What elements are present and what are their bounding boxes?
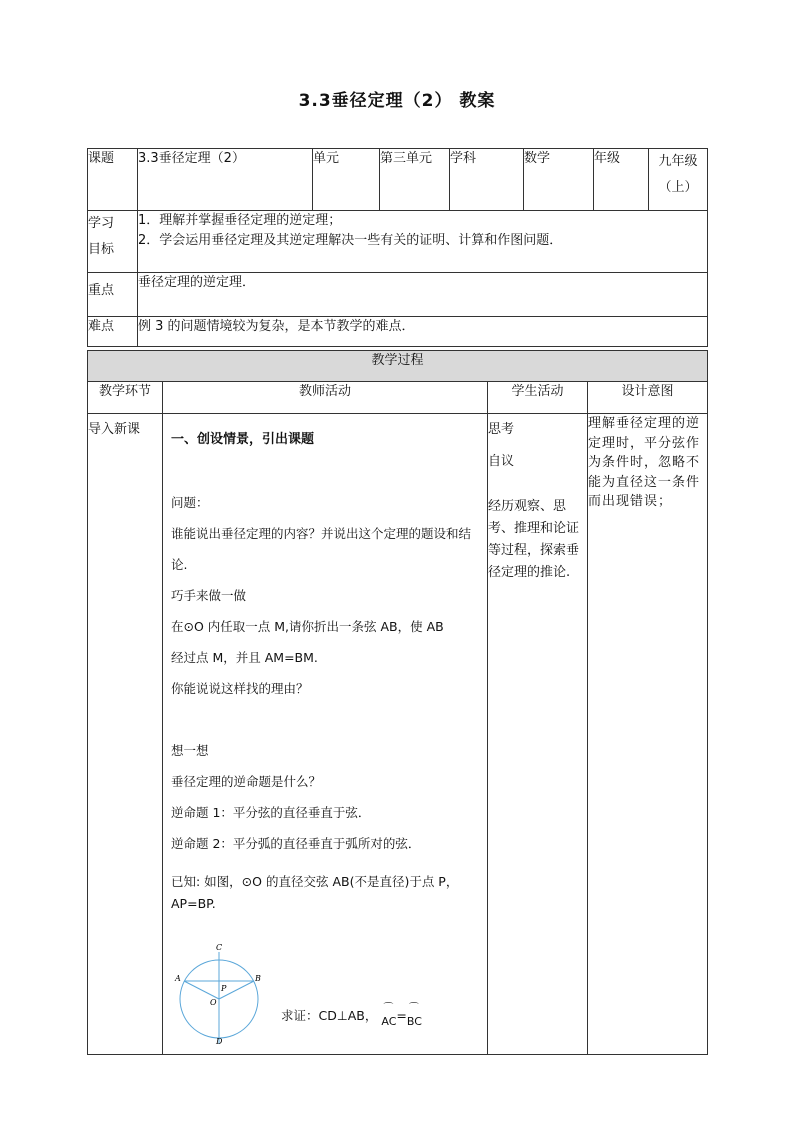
question-text: 谁能说出垂径定理的内容？并说出这个定理的题设和结论. bbox=[171, 526, 472, 572]
think-title: 想一想 bbox=[171, 743, 209, 758]
col-stage: 教学环节 bbox=[88, 382, 163, 414]
prove-line bbox=[281, 1003, 422, 1028]
grade-value-line2: （上） bbox=[658, 180, 698, 195]
page-title: 3.3垂径定理（2） 教案 bbox=[298, 91, 496, 111]
figure-label-d: D bbox=[216, 1037, 223, 1045]
activity-line-1: 在⊙O 内任取一点 M,请你折出一条弦 AB，使 AB bbox=[171, 619, 444, 634]
goals-label bbox=[88, 211, 138, 273]
question-label: 问题： bbox=[171, 495, 209, 510]
prove-prefix: 求证：CD⊥AB， bbox=[281, 1008, 378, 1023]
course-value: 3.3垂径定理（2） bbox=[138, 149, 313, 211]
student-line-1: 思考 bbox=[488, 422, 515, 437]
known-line-2: AP=BP. bbox=[171, 896, 216, 911]
course-label: 课题 bbox=[88, 149, 138, 211]
teacher-activity bbox=[163, 414, 488, 1055]
subject-value: 数学 bbox=[524, 149, 594, 211]
arc-equals: = bbox=[396, 1008, 407, 1023]
figure-radius-oa bbox=[184, 981, 219, 999]
unit-value: 第三单元 bbox=[380, 149, 450, 211]
grade-value bbox=[649, 149, 708, 211]
converse-1: 逆命题 1：平分弦的直径垂直于弦． bbox=[171, 805, 371, 820]
key-point-label: 重点 bbox=[88, 273, 138, 317]
process-header: 教学过程 bbox=[88, 351, 708, 382]
difficulty-label: 难点 bbox=[88, 317, 138, 347]
unit-label: 单元 bbox=[313, 149, 380, 211]
grade-label: 年级 bbox=[594, 149, 649, 211]
arc-bc bbox=[406, 1003, 422, 1031]
grade-value-line1: 九年级 bbox=[658, 154, 698, 169]
subject-label: 学科 bbox=[450, 149, 524, 211]
activity-title: 巧手来做一做 bbox=[171, 588, 247, 603]
goal-item-1: 1．理解并掌握垂径定理的逆定理； bbox=[138, 213, 342, 228]
goals-label-line1: 学习 bbox=[88, 216, 115, 231]
stage-cell: 导入新课 bbox=[88, 414, 163, 1055]
known-line-1: 已知: 如图，⊙O 的直径交弦 AB(不是直径)于点 P， bbox=[171, 874, 459, 889]
figure-label-o: O bbox=[210, 998, 217, 1007]
arc-symbol-icon: ⌒ bbox=[383, 1003, 394, 1014]
key-point-text: 垂径定理的逆定理． bbox=[138, 273, 708, 317]
difficulty-text: 例 3 的问题情境较为复杂，是本节教学的难点． bbox=[138, 317, 708, 347]
info-table bbox=[87, 148, 708, 347]
activity-line-2: 经过点 M，并且 AM=BM. bbox=[171, 650, 318, 665]
col-teacher: 教师活动 bbox=[163, 382, 488, 414]
arc-symbol-icon: ⌒ bbox=[408, 1003, 419, 1014]
col-student: 学生活动 bbox=[488, 382, 588, 414]
figure-label-b: B bbox=[255, 974, 261, 983]
process-table bbox=[87, 350, 708, 1055]
activity-question: 你能说说这样找的理由？ bbox=[171, 681, 309, 696]
think-question: 垂径定理的逆命题是什么？ bbox=[171, 774, 322, 789]
design-intent: 理解垂径定理的逆定理时，平分弦作为条件时，忽略不能为直径这一条件而出现错误； bbox=[588, 414, 708, 1055]
circle-figure bbox=[171, 941, 271, 1045]
figure-label-a: A bbox=[175, 974, 181, 983]
arc-bc-label: BC bbox=[406, 1015, 422, 1028]
arc-ac bbox=[381, 1003, 397, 1031]
student-paragraph: 经历观察、思考、推理和论证等过程，探索垂径定理的推论. bbox=[488, 499, 580, 580]
student-activity bbox=[488, 414, 588, 1055]
col-design: 设计意图 bbox=[588, 382, 708, 414]
goals-content bbox=[138, 211, 708, 273]
arc-ac-label: AC bbox=[381, 1015, 397, 1028]
goal-item-2: 2．学会运用垂径定理及其逆定理解决一些有关的证明、计算和作图问题． bbox=[138, 233, 563, 248]
figure-label-c: C bbox=[216, 943, 223, 952]
converse-2: 逆命题 2：平分弧的直径垂直于弧所对的弦． bbox=[171, 836, 421, 851]
teacher-heading: 一、创设情景，引出课题 bbox=[171, 432, 315, 447]
goals-label-line2: 目标 bbox=[88, 242, 115, 257]
figure-label-p: P bbox=[221, 984, 227, 993]
student-line-2: 自议 bbox=[488, 454, 515, 469]
